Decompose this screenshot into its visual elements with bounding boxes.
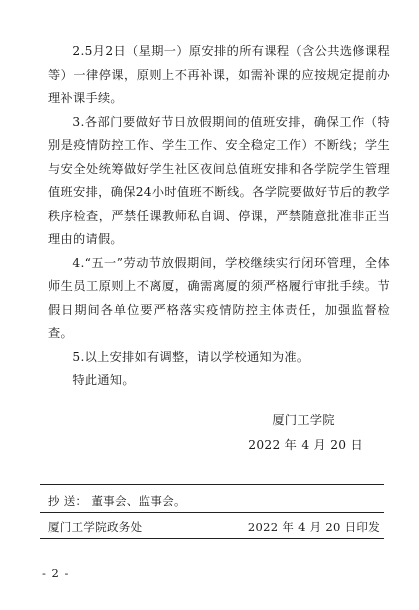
- page-number: - 2 -: [42, 566, 70, 580]
- issued-date: 2022 年 4 月 20 日印发: [247, 520, 380, 534]
- document-body: [48, 40, 390, 393]
- footer-middle-rule: [40, 512, 384, 513]
- issuer-row: [48, 519, 380, 535]
- issuer-name: 厦门工学院政务处: [48, 520, 143, 534]
- signature-organization: 厦门工学院: [272, 413, 335, 427]
- cc-label: 抄 送：: [48, 494, 88, 508]
- signature-block: [248, 408, 363, 458]
- paragraph-item-5: 5.以上安排如有调整，请以学校通知为准。: [72, 349, 310, 364]
- closing-notice: 特此通知。: [72, 373, 135, 387]
- footer-top-rule: [40, 484, 384, 485]
- cc-recipients: 董事会、监事会。: [91, 494, 186, 508]
- signature-date: 2022 年 4 月 20 日: [248, 438, 363, 452]
- paragraph-item-3: 3.各部门要做好节日放假期间的值班安排，确保工作（特别是疫情防控工作、学生工作、安全稳定工作）不断线；学生与安全处统筹做好学生社区夜间总值班安排和各学院学生管理值班安排，确保24小时值班不断线。各学院要做好节后的教学秩序检查，严禁任课教师私自调、停课，严禁随意批准非正当理由的请假。: [48, 114, 390, 246]
- paragraph-item-2: 2.5月2日（星期一）原安排的所有课程（含公共选修课程等）一律停课，原则上不再补课，如需补课的应按规定提前办理补课手续。: [48, 44, 390, 105]
- footer-bottom-rule: [40, 538, 384, 539]
- paragraph-item-4: 4.“五一”劳动节放假期间，学校继续实行闭环管理，全体师生员工原则上不离厦，确需离厦的须严格履行审批手续。节假日期间各单位要严格落实疫情防控主体责任，加强监督检查。: [48, 255, 390, 340]
- cc-row: [48, 493, 186, 509]
